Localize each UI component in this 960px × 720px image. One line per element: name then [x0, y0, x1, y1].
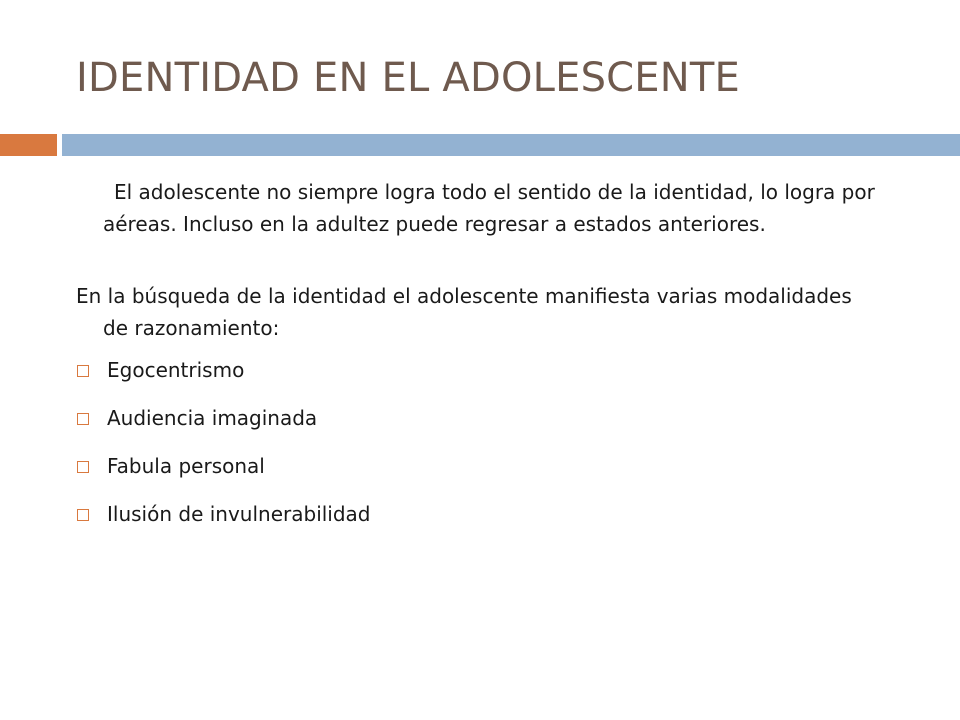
accent-bar-orange [0, 134, 57, 156]
square-bullet-icon [77, 461, 89, 473]
square-bullet-icon [77, 365, 89, 377]
square-bullet-icon [77, 413, 89, 425]
list-item [76, 498, 876, 546]
list-item-label: Ilusión de invulnerabilidad [107, 502, 371, 526]
accent-bar-blue [62, 134, 960, 156]
paragraph-reasoning: En la búsqueda de la identidad el adolescente manifiesta varias modalidades de razonamiento: [76, 284, 852, 340]
slide-title: IDENTIDAD EN EL ADOLESCENTE [76, 55, 741, 101]
list-item-label: Egocentrismo [107, 358, 245, 382]
paragraph-identity: El adolescente no siempre logra todo el sentido de la identidad, lo logra por aéreas. Incluso en la adultez puede regresar a estados anteriores. [103, 180, 875, 236]
list-item [76, 354, 876, 402]
list-item-label: Audiencia imaginada [107, 406, 318, 430]
slide-body [76, 176, 876, 546]
square-bullet-icon [77, 509, 89, 521]
bullet-list [76, 354, 876, 546]
list-item-label: Fabula personal [107, 454, 265, 478]
list-item [76, 402, 876, 450]
list-item [76, 450, 876, 498]
